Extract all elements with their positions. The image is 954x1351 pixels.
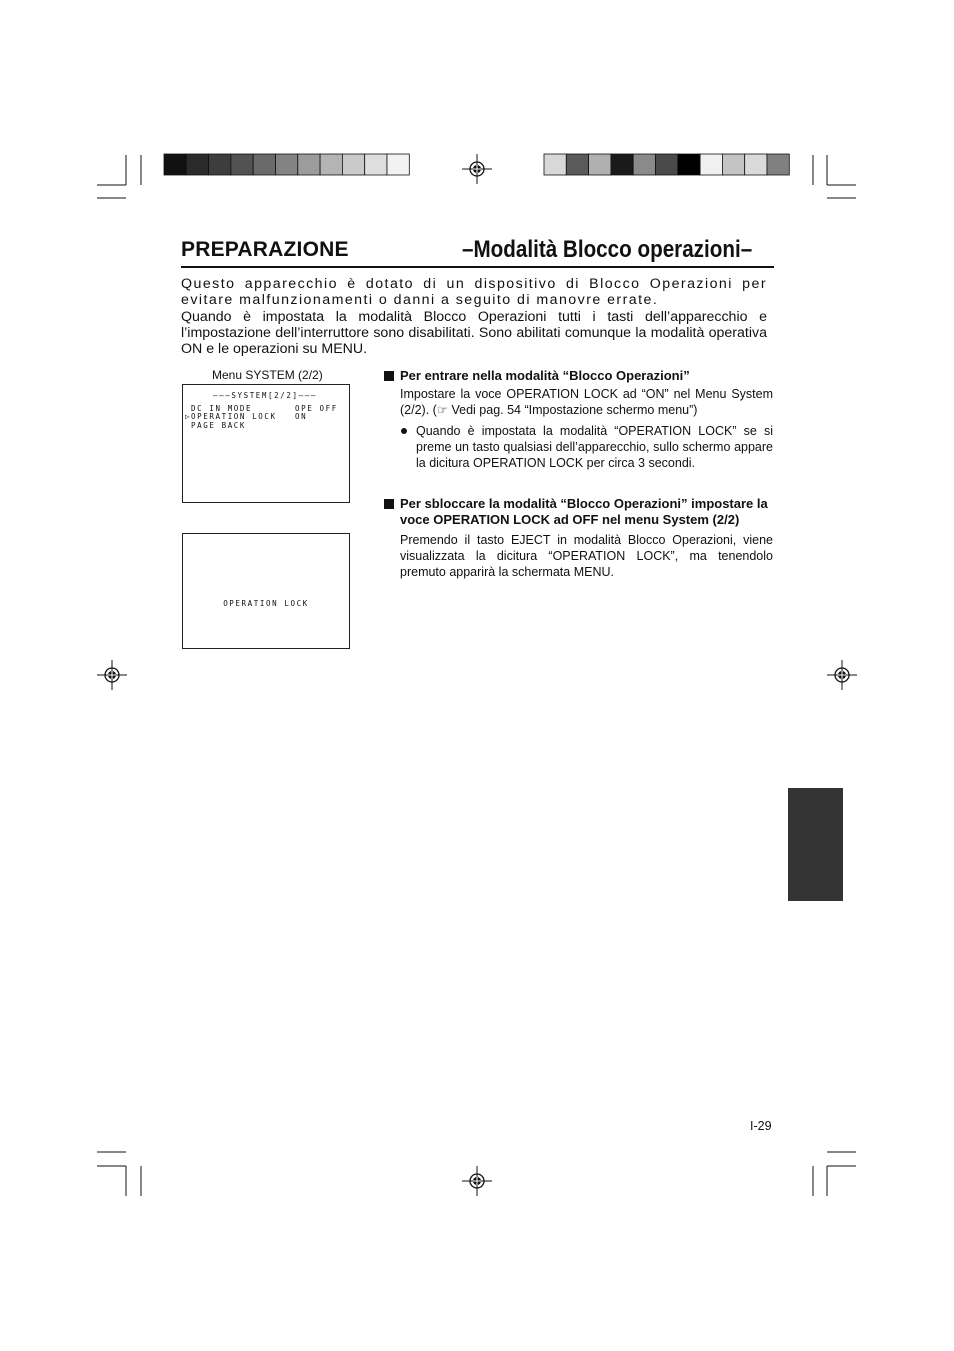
section-exit-lock (384, 496, 773, 580)
menu-row-label: OPERATION LOCK (191, 412, 277, 421)
operation-lock-screen (182, 533, 350, 649)
calibration-swatch (276, 154, 298, 175)
registration-mark-top (462, 154, 492, 184)
intro-paragraph-2: Quando è impostata la modalità Blocco Operazioni tutti i tasti dell’apparecchio e l’impostazione dell’interruttore sono disabilitati. Sono abilitati comunque la modalità operativa ON e le operazioni su MENU. (181, 308, 767, 358)
menu-system-screen (182, 384, 350, 503)
menu-screen-title: –––SYSTEM[2/2]––– (213, 391, 317, 400)
page-title: –Modalità Blocco operazioni– (462, 236, 753, 263)
calibration-swatch (767, 154, 789, 175)
calibration-swatch (298, 154, 320, 175)
section-text: Premendo il tasto EJECT in modalità Blocco Operazioni, viene visualizzata la dicitura “OPERATION LOCK”, ma tenendolo premuto apparirà la schermata MENU. (400, 533, 773, 579)
calibration-swatch (722, 154, 744, 175)
operation-lock-text: OPERATION LOCK (223, 599, 309, 608)
bullet-item (400, 423, 773, 471)
calibration-swatch (365, 154, 387, 175)
menu-row-label: DC IN MODE (191, 404, 253, 413)
page-title-text: Modalità Blocco operazioni (473, 236, 741, 263)
calibration-swatch (209, 154, 231, 175)
calibration-swatch (544, 154, 566, 175)
calibration-swatch (231, 154, 253, 175)
calibration-swatch (342, 154, 364, 175)
menu-caption: Menu SYSTEM (2/2) (212, 368, 323, 382)
section-heading (384, 496, 773, 528)
calibration-swatch (745, 154, 767, 175)
left-calibration-bar (164, 154, 409, 175)
calibration-swatch (633, 154, 655, 175)
section-heading-text: Per sbloccare la modalità “Blocco Operazioni” impostare la voce OPERATION LOCK ad OFF nel menu System (2/2) (400, 496, 768, 527)
calibration-swatch (589, 154, 611, 175)
intro-paragraph-1: Questo apparecchio è dotato di un dispositivo di Blocco Operazioni per evitare malfunzionamenti o danni a seguito di manovre errate. (181, 276, 767, 309)
calibration-swatch (186, 154, 208, 175)
registration-mark-bottom (462, 1166, 492, 1196)
calibration-swatch (611, 154, 633, 175)
section-heading-text: Per entrare nella modalità “Blocco Operazioni” (400, 368, 690, 383)
section-heading (384, 368, 773, 384)
calibration-swatch (700, 154, 722, 175)
bullet-text: Quando è impostata la modalità “OPERATION LOCK” se si preme un tasto qualsiasi dell’apparecchio, sullo schermo appare la dicitura OPERATION LOCK per circa 3 secondi. (416, 424, 773, 470)
registration-mark-left (97, 660, 127, 690)
square-bullet-icon (384, 371, 394, 381)
calibration-swatch (656, 154, 678, 175)
section-enter-lock (384, 368, 773, 471)
registration-mark-right (827, 660, 857, 690)
page-number: I-29 (750, 1119, 772, 1133)
calibration-swatch (678, 154, 700, 175)
menu-row-label: PAGE BACK (191, 421, 247, 430)
side-tab (788, 788, 843, 901)
section-text: Impostare la voce OPERATION LOCK ad “ON” nel Menu System (2/2). (☞ Vedi pag. 54 “Impostazione schermo menu”) (400, 387, 773, 417)
menu-row-value: ON (295, 412, 308, 421)
calibration-swatch (253, 154, 275, 175)
menu-cursor-icon: ▷ (185, 412, 190, 421)
header-rule (181, 266, 774, 268)
intro-text (181, 276, 767, 357)
right-calibration-bar (544, 154, 789, 175)
calibration-swatch (320, 154, 342, 175)
bullet-dot-icon (401, 428, 407, 434)
calibration-swatch (164, 154, 186, 175)
section-title: PREPARAZIONE (181, 238, 349, 261)
calibration-swatch (566, 154, 588, 175)
menu-row-value: OPE OFF (295, 404, 338, 413)
calibration-swatch (387, 154, 409, 175)
square-bullet-icon (384, 499, 394, 509)
